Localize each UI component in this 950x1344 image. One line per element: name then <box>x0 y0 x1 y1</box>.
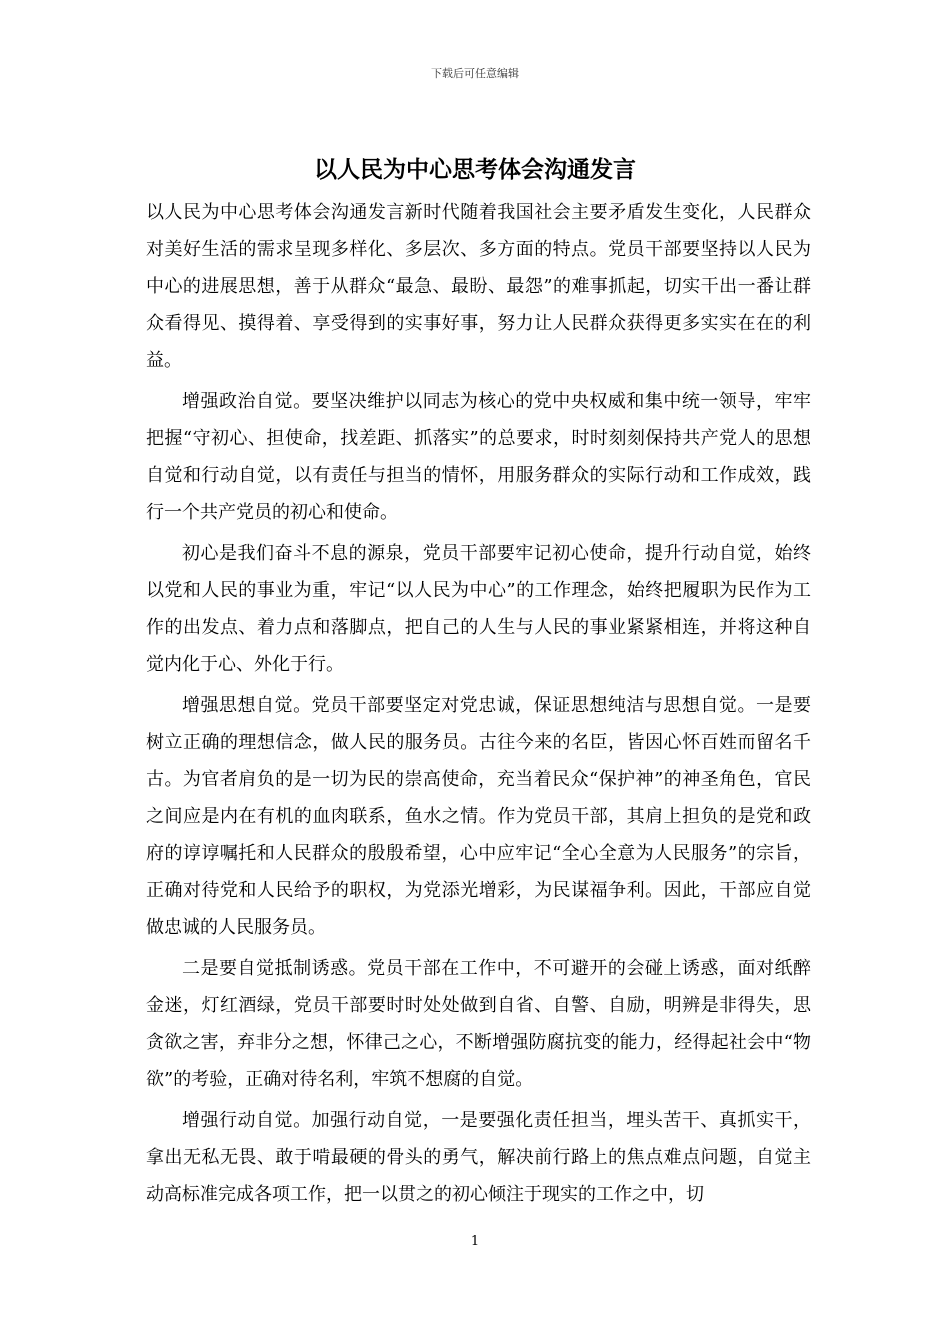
page-number: 1 <box>470 1234 480 1249</box>
paragraph-action-awareness: 增强行动自觉。加强行动自觉，一是要强化责任担当，埋头苦干、真抓实干，拿出无私无畏、敢于啃最硬的骨头的勇气，解决前行路上的焦点难点问题，自觉主动高标准完成各项工作，把一以贯之的初心倾注于现实的工作之中，切 <box>146 1110 811 1205</box>
paragraph-original-aspiration: 初心是我们奋斗不息的源泉，党员干部要牢记初心使命，提升行动自觉，始终以党和人民的事业为重，牢记“以人民为中心”的工作理念，始终把履职为民作为工作的出发点、着力点和落脚点，把自己的人生与人民的事业紧紧相连，并将这种自觉内化于心、外化于行。 <box>146 543 811 675</box>
paragraph-political-awareness: 增强政治自觉。要坚决维护以同志为核心的党中央权威和集中统一领导，牢牢把握“守初心、担使命，找差距、抓落实”的总要求，时时刻刻保持共产党人的思想自觉和行动自觉，以有责任与担当的情怀，用服务群众的实际行动和工作成效，践行一个共产党员的初心和使命。 <box>146 391 811 523</box>
paragraph-ideological-awareness: 增强思想自觉。党员干部要坚定对党忠诚，保证思想纯洁与思想自觉。一是要树立正确的理想信念，做人民的服务员。古往今来的名臣，皆因心怀百姓而留名千古。为官者肩负的是一切为民的崇高使命，充当着民众“保护神”的神圣角色，官民之间应是内在有机的血肉联系，鱼水之情。作为党员干部，其肩上担负的是党和政府的谆谆嘱托和人民群众的殷殷希望，心中应牢记“全心全意为人民服务”的宗旨，正确对待党和人民给予的职权，为党添光增彩，为民谋福争利。因此，干部应自觉做忠诚的人民服务员。 <box>146 695 811 938</box>
document-body <box>146 194 811 1217</box>
document-title: 以人民为中心思考体会沟通发言 <box>314 156 636 183</box>
page-header-note: 下载后可任意编辑 <box>431 67 519 80</box>
paragraph-intro: 以人民为中心思考体会沟通发言新时代随着我国社会主要矛盾发生变化，人民群众对美好生活的需求呈现多样化、多层次、多方面的特点。党员干部要坚持以人民为中心的进展思想，善于从群众“最急、最盼、最怨”的难事抓起，切实干出一番让群众看得见、摸得着、享受得到的实事好事，努力让人民群众获得更多实实在在的利益。 <box>146 202 811 371</box>
paragraph-resist-temptation: 二是要自觉抵制诱惑。党员干部在工作中，不可避开的会碰上诱惑，面对纸醉金迷，灯红酒绿，党员干部要时时处处做到自省、自警、自励，明辨是非得失，思贪欲之害，弃非分之想，怀律己之心，不断增强防腐抗变的能力，经得起社会中“物欲”的考验，正确对待名利，牢筑不想腐的自觉。 <box>146 958 811 1090</box>
